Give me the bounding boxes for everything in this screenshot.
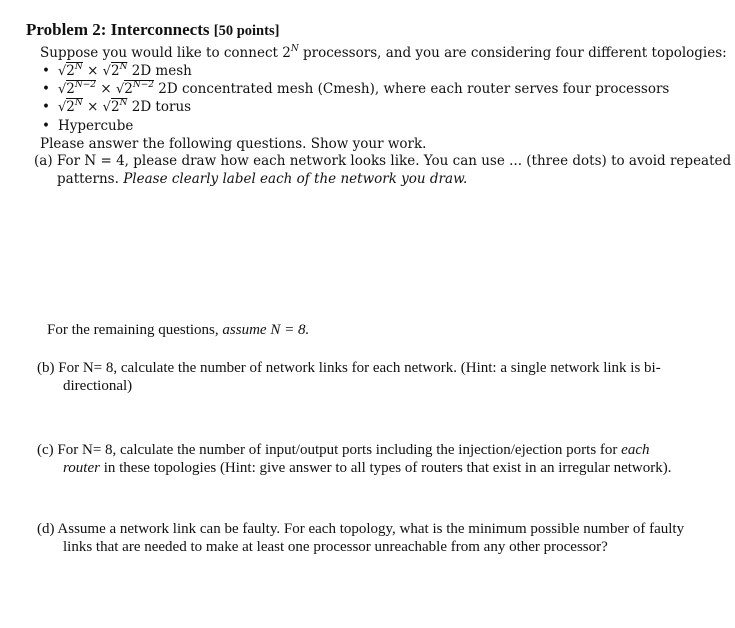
question-c-plain-1: (c) For N= 8, calculate the number of input/output ports including the injection/ejection ports for [37, 442, 622, 458]
times-sign: × [100, 81, 112, 97]
sqrt-term: $√2^N$ [58, 98, 83, 115]
question-a-plain: patterns. [57, 171, 124, 187]
times-sign: × [87, 99, 99, 115]
bullet-icon: • [42, 118, 50, 134]
sqrt-term: $√2^N$ [102, 98, 128, 115]
question-b-line1: (b) For N= 8, calculate the number of network links for each network. (Hint: a single network link is bi- [37, 360, 661, 376]
bullet-icon: • [42, 99, 50, 115]
sqrt-term: $√2^{N-2}$ [115, 80, 154, 97]
question-a-italic: Please clearly label each of the network you draw. [123, 171, 468, 187]
question-c-plain-2: in these topologies (Hint: give answer to all types of routers that exist in an irregular network). [99, 460, 672, 476]
topology-torus-label: 2D torus [127, 99, 192, 115]
topology-mesh [42, 62, 192, 81]
bullet-icon: • [42, 81, 50, 97]
problem-title [26, 20, 279, 41]
question-c-line2 [63, 459, 671, 478]
topology-hypercube [42, 117, 133, 135]
question-c-line1 [37, 441, 649, 460]
intro-sup-n: N [290, 44, 299, 54]
problem-points: [50 points] [213, 23, 280, 39]
question-d-line1: (d) Assume a network link can be faulty. For each topology, what is the minimum possible number of faulty [37, 521, 685, 537]
question-c-italic-2: router [63, 460, 100, 476]
question-c-italic-1: each [621, 442, 650, 458]
intro-text-after: processors, and you are considering four different topologies: [298, 45, 727, 61]
topology-mesh-label: 2D mesh [127, 63, 192, 79]
topology-hypercube-label: Hypercube [58, 118, 134, 134]
question-d-line2: links that are needed to make at least one processor unreachable from any other processor? [63, 539, 608, 555]
question-b-line2: directional) [63, 378, 133, 394]
topology-cmesh-label: 2D concentrated mesh (Cmesh), where each router serves four processors [154, 81, 670, 97]
sqrt-term: $√2^{N-2}$ [58, 80, 97, 97]
topology-cmesh [42, 80, 669, 99]
remaining-assume: assume N = 8. [222, 322, 310, 338]
sqrt-term: $√2^N$ [102, 62, 128, 79]
sqrt-term: $√2^N$ [58, 62, 83, 79]
problem-title-label: Problem 2: Interconnects [26, 20, 210, 39]
topology-torus [42, 98, 191, 117]
question-a-line1: (a) For N = 4, please draw how each network looks like. You can use ... (three dots) to avoid repeated [34, 153, 732, 169]
times-sign: × [87, 63, 99, 79]
bullet-icon: • [42, 63, 50, 79]
remaining-text: For the remaining questions, [47, 322, 223, 338]
question-a-line2 [57, 170, 467, 188]
instructions: Please answer the following questions. Show your work. [40, 136, 427, 152]
intro-line [40, 44, 727, 62]
remaining-note [47, 321, 309, 340]
intro-text-before: Suppose you would like to connect 2 [40, 45, 291, 61]
